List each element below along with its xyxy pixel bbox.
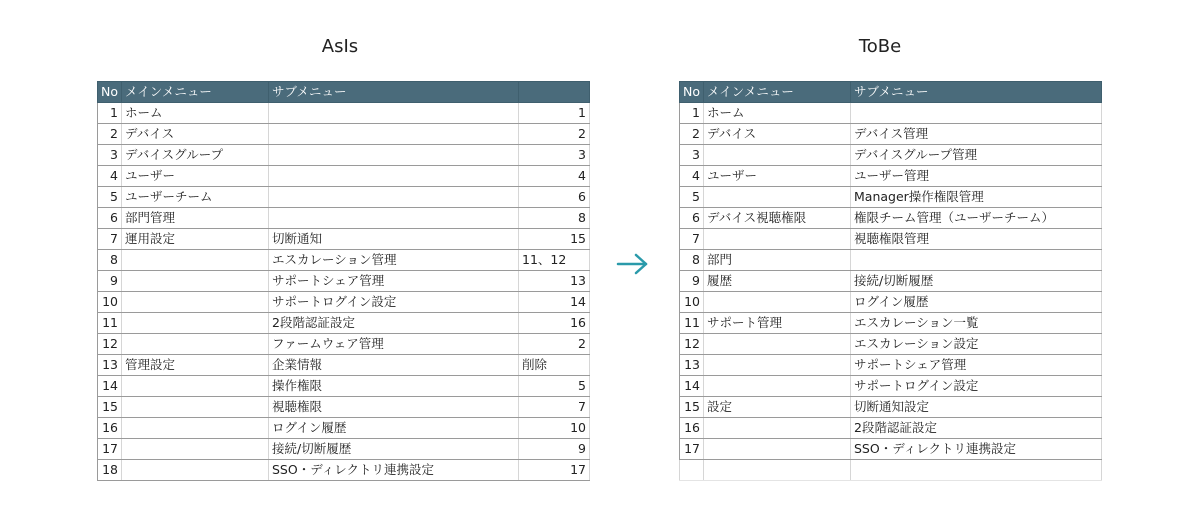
cell-sub-menu: 権限チーム管理（ユーザーチーム） bbox=[851, 208, 1102, 229]
cell-sub-menu: サポートシェア管理 bbox=[851, 355, 1102, 376]
table-row bbox=[680, 334, 1102, 355]
cell-main-menu: 履歴 bbox=[704, 271, 851, 292]
cell-sub-menu: ユーザー管理 bbox=[851, 166, 1102, 187]
cell-no: 12 bbox=[680, 334, 704, 355]
empty-cell bbox=[851, 460, 1102, 481]
cell-value: 15 bbox=[519, 229, 590, 250]
cell-sub-menu: 操作権限 bbox=[269, 376, 519, 397]
table-row bbox=[680, 271, 1102, 292]
cell-main-menu bbox=[704, 418, 851, 439]
cell-sub-menu: エスカレーション管理 bbox=[269, 250, 519, 271]
asis-header-sub-menu: サブメニュー bbox=[269, 82, 519, 103]
cell-value: 10 bbox=[519, 418, 590, 439]
cell-value: 5 bbox=[519, 376, 590, 397]
table-row bbox=[98, 313, 590, 334]
cell-sub-menu: 企業情報 bbox=[269, 355, 519, 376]
table-row bbox=[98, 145, 590, 166]
cell-no: 15 bbox=[680, 397, 704, 418]
table-row bbox=[680, 439, 1102, 460]
table-row bbox=[680, 418, 1102, 439]
cell-sub-menu: エスカレーション設定 bbox=[851, 334, 1102, 355]
cell-sub-menu bbox=[269, 124, 519, 145]
cell-main-menu bbox=[704, 145, 851, 166]
tobe-header-main-menu: メインメニュー bbox=[704, 82, 851, 103]
tobe-header-sub-menu: サブメニュー bbox=[851, 82, 1102, 103]
cell-no: 7 bbox=[98, 229, 122, 250]
cell-no: 9 bbox=[98, 271, 122, 292]
cell-sub-menu: 切断通知設定 bbox=[851, 397, 1102, 418]
cell-no: 17 bbox=[98, 439, 122, 460]
cell-main-menu bbox=[704, 187, 851, 208]
cell-main-menu bbox=[704, 376, 851, 397]
cell-value: 6 bbox=[519, 187, 590, 208]
cell-no: 5 bbox=[98, 187, 122, 208]
cell-no: 8 bbox=[680, 250, 704, 271]
cell-sub-menu: ファームウェア管理 bbox=[269, 334, 519, 355]
cell-main-menu: ユーザー bbox=[704, 166, 851, 187]
cell-no: 4 bbox=[98, 166, 122, 187]
cell-no: 18 bbox=[98, 460, 122, 481]
cell-main-menu bbox=[122, 250, 269, 271]
cell-main-menu bbox=[122, 397, 269, 418]
cell-sub-menu: ログイン履歴 bbox=[851, 292, 1102, 313]
asis-header-row bbox=[98, 82, 590, 103]
cell-no: 9 bbox=[680, 271, 704, 292]
cell-value: 4 bbox=[519, 166, 590, 187]
table-row bbox=[680, 397, 1102, 418]
cell-sub-menu: 2段階認証設定 bbox=[851, 418, 1102, 439]
cell-main-menu bbox=[122, 292, 269, 313]
asis-title: AsIs bbox=[321, 36, 359, 57]
cell-main-menu: ユーザー bbox=[122, 166, 269, 187]
cell-sub-menu bbox=[851, 250, 1102, 271]
cell-value: 8 bbox=[519, 208, 590, 229]
cell-no: 6 bbox=[98, 208, 122, 229]
cell-sub-menu: 2段階認証設定 bbox=[269, 313, 519, 334]
cell-no: 13 bbox=[98, 355, 122, 376]
cell-sub-menu: 接続/切断履歴 bbox=[269, 439, 519, 460]
cell-value: 13 bbox=[519, 271, 590, 292]
cell-no: 14 bbox=[98, 376, 122, 397]
cell-no: 14 bbox=[680, 376, 704, 397]
table-row bbox=[680, 208, 1102, 229]
cell-main-menu: 管理設定 bbox=[122, 355, 269, 376]
table-row bbox=[98, 418, 590, 439]
cell-value: 2 bbox=[519, 334, 590, 355]
asis-header-main-menu: メインメニュー bbox=[122, 82, 269, 103]
table-row bbox=[98, 355, 590, 376]
cell-no: 3 bbox=[680, 145, 704, 166]
cell-sub-menu: 切断通知 bbox=[269, 229, 519, 250]
table-row-empty bbox=[680, 460, 1102, 481]
cell-main-menu bbox=[122, 376, 269, 397]
cell-main-menu: 設定 bbox=[704, 397, 851, 418]
cell-sub-menu: 視聴権限管理 bbox=[851, 229, 1102, 250]
cell-sub-menu bbox=[269, 103, 519, 124]
cell-no: 12 bbox=[98, 334, 122, 355]
cell-no: 15 bbox=[98, 397, 122, 418]
table-row bbox=[98, 376, 590, 397]
cell-main-menu bbox=[704, 229, 851, 250]
cell-sub-menu: SSO・ディレクトリ連携設定 bbox=[851, 439, 1102, 460]
cell-sub-menu: ログイン履歴 bbox=[269, 418, 519, 439]
cell-main-menu bbox=[122, 439, 269, 460]
cell-value: 2 bbox=[519, 124, 590, 145]
table-row bbox=[98, 292, 590, 313]
cell-no: 4 bbox=[680, 166, 704, 187]
cell-sub-menu bbox=[269, 208, 519, 229]
cell-no: 8 bbox=[98, 250, 122, 271]
cell-sub-menu bbox=[269, 145, 519, 166]
table-row bbox=[680, 250, 1102, 271]
cell-no: 1 bbox=[680, 103, 704, 124]
cell-main-menu bbox=[122, 460, 269, 481]
tobe-table bbox=[679, 81, 1102, 481]
table-row bbox=[680, 355, 1102, 376]
cell-no: 16 bbox=[680, 418, 704, 439]
cell-sub-menu: サポートログイン設定 bbox=[269, 292, 519, 313]
table-row bbox=[98, 103, 590, 124]
cell-sub-menu bbox=[269, 187, 519, 208]
cell-main-menu bbox=[704, 292, 851, 313]
cell-no: 11 bbox=[680, 313, 704, 334]
cell-no: 11 bbox=[98, 313, 122, 334]
table-row bbox=[98, 439, 590, 460]
asis-header-value bbox=[519, 82, 590, 103]
asis-header-no: No bbox=[98, 82, 122, 103]
arrow-right-icon bbox=[614, 251, 654, 277]
cell-sub-menu: エスカレーション一覧 bbox=[851, 313, 1102, 334]
cell-no: 10 bbox=[98, 292, 122, 313]
cell-main-menu: ホーム bbox=[704, 103, 851, 124]
cell-sub-menu: サポートログイン設定 bbox=[851, 376, 1102, 397]
cell-main-menu bbox=[122, 313, 269, 334]
table-row bbox=[98, 229, 590, 250]
table-row bbox=[98, 208, 590, 229]
table-row bbox=[98, 397, 590, 418]
empty-cell bbox=[704, 460, 851, 481]
table-row bbox=[98, 124, 590, 145]
cell-sub-menu: 接続/切断履歴 bbox=[851, 271, 1102, 292]
cell-no: 16 bbox=[98, 418, 122, 439]
cell-no: 2 bbox=[680, 124, 704, 145]
cell-sub-menu: デバイスグループ管理 bbox=[851, 145, 1102, 166]
table-row bbox=[98, 187, 590, 208]
cell-no: 6 bbox=[680, 208, 704, 229]
cell-sub-menu: デバイス管理 bbox=[851, 124, 1102, 145]
cell-main-menu: 運用設定 bbox=[122, 229, 269, 250]
cell-value: 1 bbox=[519, 103, 590, 124]
cell-value: 9 bbox=[519, 439, 590, 460]
cell-main-menu bbox=[122, 418, 269, 439]
cell-main-menu bbox=[122, 271, 269, 292]
cell-value: 17 bbox=[519, 460, 590, 481]
cell-main-menu: ホーム bbox=[122, 103, 269, 124]
cell-sub-menu bbox=[269, 166, 519, 187]
cell-no: 2 bbox=[98, 124, 122, 145]
cell-no: 5 bbox=[680, 187, 704, 208]
tobe-title: ToBe bbox=[858, 36, 902, 57]
cell-main-menu: デバイス bbox=[122, 124, 269, 145]
cell-value: 11、12 bbox=[519, 250, 590, 271]
cell-main-menu bbox=[704, 439, 851, 460]
cell-value: 16 bbox=[519, 313, 590, 334]
table-row bbox=[680, 292, 1102, 313]
cell-no: 7 bbox=[680, 229, 704, 250]
cell-value: 7 bbox=[519, 397, 590, 418]
table-row bbox=[680, 124, 1102, 145]
empty-cell bbox=[680, 460, 704, 481]
cell-value: 3 bbox=[519, 145, 590, 166]
table-row bbox=[680, 376, 1102, 397]
cell-sub-menu bbox=[851, 103, 1102, 124]
cell-sub-menu: 視聴権限 bbox=[269, 397, 519, 418]
asis-table bbox=[97, 81, 590, 481]
cell-no: 1 bbox=[98, 103, 122, 124]
cell-main-menu: 部門 bbox=[704, 250, 851, 271]
cell-value: 削除 bbox=[519, 355, 590, 376]
cell-sub-menu: SSO・ディレクトリ連携設定 bbox=[269, 460, 519, 481]
cell-main-menu bbox=[122, 334, 269, 355]
cell-no: 17 bbox=[680, 439, 704, 460]
cell-main-menu: サポート管理 bbox=[704, 313, 851, 334]
table-row bbox=[98, 271, 590, 292]
cell-sub-menu: サポートシェア管理 bbox=[269, 271, 519, 292]
table-row bbox=[680, 229, 1102, 250]
table-row bbox=[680, 313, 1102, 334]
cell-no: 3 bbox=[98, 145, 122, 166]
cell-main-menu bbox=[704, 334, 851, 355]
table-row bbox=[98, 166, 590, 187]
cell-main-menu: ユーザーチーム bbox=[122, 187, 269, 208]
cell-main-menu: デバイス bbox=[704, 124, 851, 145]
cell-main-menu: デバイスグループ bbox=[122, 145, 269, 166]
tobe-header-row bbox=[680, 82, 1102, 103]
cell-main-menu bbox=[704, 355, 851, 376]
cell-main-menu: 部門管理 bbox=[122, 208, 269, 229]
table-row bbox=[680, 187, 1102, 208]
cell-no: 13 bbox=[680, 355, 704, 376]
table-row bbox=[98, 250, 590, 271]
cell-value: 14 bbox=[519, 292, 590, 313]
cell-main-menu: デバイス視聴権限 bbox=[704, 208, 851, 229]
table-row bbox=[98, 460, 590, 481]
cell-no: 10 bbox=[680, 292, 704, 313]
table-row bbox=[680, 145, 1102, 166]
table-row bbox=[680, 166, 1102, 187]
tobe-header-no: No bbox=[680, 82, 704, 103]
table-row bbox=[98, 334, 590, 355]
table-row bbox=[680, 103, 1102, 124]
cell-sub-menu: Manager操作権限管理 bbox=[851, 187, 1102, 208]
